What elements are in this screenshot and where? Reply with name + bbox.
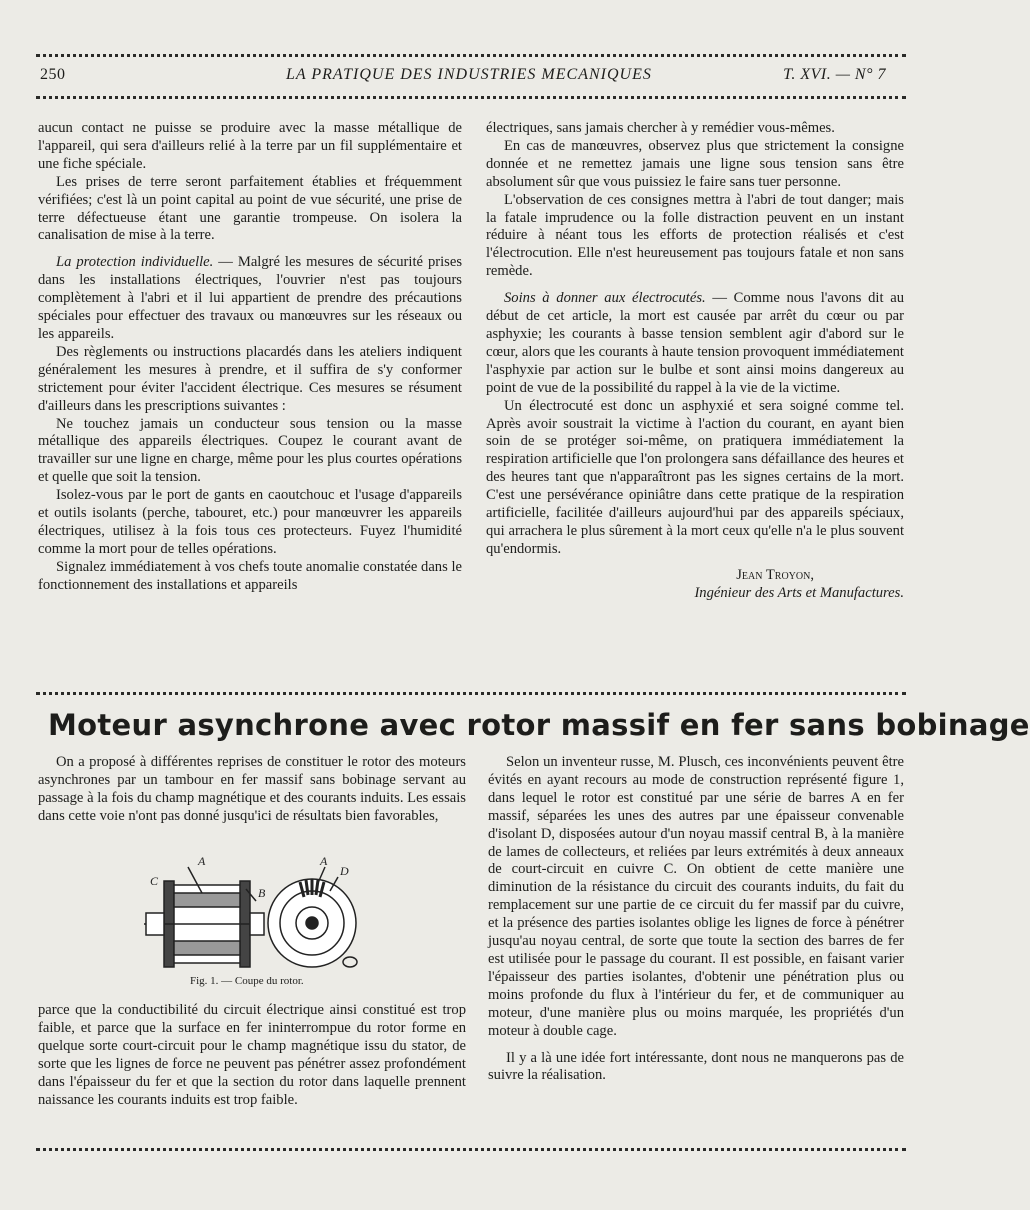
- figure-caption: Fig. 1. — Coupe du rotor.: [190, 975, 304, 987]
- paragraph: Signalez immédiatement à vos chefs toute anomalie constatée dans le fonctionnement des installations et appareils: [38, 558, 462, 593]
- figure-label-b: B: [258, 886, 266, 900]
- paragraph: En cas de manœuvres, observez plus que strictement la consigne donnée et ne remettez jamais une ligne sous tension sans être absolument sûr que vous puissiez le faire sans tuer personne.: [486, 137, 904, 190]
- author-title: Ingénieur des Arts et Manufactures.: [694, 584, 904, 601]
- section-title: Soins à donner aux électrocutés.: [504, 290, 706, 307]
- figure-label-c: C: [150, 874, 159, 888]
- article-right-column: [488, 754, 904, 1085]
- paragraph: Il y a là une idée fort intéressante, dont nous ne manquerons pas de suivre la réalisation.: [488, 1049, 904, 1084]
- running-header: [36, 62, 906, 88]
- top-right-column: [486, 120, 904, 603]
- paragraph: Isolez-vous par le port de gants en caoutchouc et l'usage d'appareils et outils isolants (perche, tabouret, etc.) pour manœuvrer les appareils électriques, utilisez à la fois tous ces protecteurs. Fuyez l'humidité comme la mort pour de telles opérations.: [38, 487, 462, 557]
- paragraph-text: — Comme nous l'avons dit au début de cet article, la mort est causée par arrêt du cœur ou par asphyxie; les courants à basse tension semblent agir d'abord sur le cœur, alors que les courants à haute tension provoquent immédiatement l'asphyxie par action sur le bulbe et sont ainsi moins dangereux au point de vue de la possibilité du rappel à la vie de la victime.: [486, 290, 904, 396]
- paragraph: Les prises de terre seront parfaitement établies et fréquemment vérifiées; c'est là un point capital au point de vue sécurité, une prise de terre défectueuse étant une garantie trompeuse. On isolera la canalisation de mise à la terre.: [38, 173, 462, 244]
- figure-label-d: D: [340, 864, 349, 878]
- paragraph-text: — Malgré les mesures de sécurité prises dans les installations électriques, l'ouvrier n'est pas toujours complètement à l'abri et il lui appartient de prendre des précautions spéciales pour effectuer des travaux ou manœuvres sur les réseaux ou les appareils.: [38, 254, 462, 342]
- paragraph: [38, 254, 462, 344]
- paragraph: On a proposé à différentes reprises de constituer le rotor des moteurs asynchrones par un tambour en fer massif sans bobinage servant au passage à la fois du champ magnétique et des courants induits. Les essais dans cette voie n'ont pas donné jusqu'ici de résultats bien favorables,: [38, 754, 466, 824]
- section-divider: [36, 692, 906, 695]
- journal-title: LA PRATIQUE DES INDUSTRIES MECANIQUES: [286, 66, 652, 83]
- article-headline: Moteur asynchrone avec rotor massif en fer sans bobinage: [48, 708, 1030, 742]
- paragraph: L'observation de ces consignes mettra à l'abri de tout danger; mais la fatale imprudence ou la folle distraction peuvent en un instant réduire à néant tous les efforts de protection réalisés et c'est l'électrocution. Elle n'est heureusement pas toujours fatale et non sans remède.: [486, 191, 904, 280]
- paragraph: [486, 290, 904, 397]
- section-title: La protection individuelle.: [56, 254, 214, 271]
- rotor-cross-section-drawing: [140, 855, 380, 990]
- paragraph: Selon un inventeur russe, M. Plusch, ces inconvénients peuvent être évités en ayant recours au mode de construction représenté figure 1, dans lequel le rotor est constitué par une série de barres A en fer massif, séparées les unes des autres par une épaisseur convenable d'isolant D, disposées autour d'un noyau massif central B, à la manière de lames de collecteurs, et reliées par leurs extrémités à deux anneaux de court-circuit en cuivre C. On obtient de cette manière une diminution de la résistance du circuit des courants induits, du fait du remplacement sur une partie de ce circuit du fer massif par du cuivre, et la présence des parties isolantes oblige les lignes de force à pénétrer jusqu'au noyau central, de sorte que toute la section des barres de fer est utilisée pour le passage du courant. Il est possible, en faisant varier l'épaisseur des parties isolantes, d'obtenir une pénétration plus ou moins profonde du flux à l'intérieur du fer, et de communiquer au moteur, d'une manière plus ou moins marquée, les propriétés d'un moteur à double cage.: [488, 754, 904, 1039]
- footer-rule: [36, 1148, 906, 1151]
- paragraph: Un électrocuté est donc un asphyxié et sera soigné comme tel. Après avoir soustrait la victime à l'action du courant, en ayant bien soin de se protéger soi-même, on pratiquera immédiatement la respiration artificielle que l'on prolongera sans défaillance des heures et des heures tant que n'apparaîtront pas les signes certains de la mort. C'est une persévérance opiniâtre dans cette pratique de la respiration artificielle, facilitée d'ailleurs aujourd'hui par des appareils spéciaux, qui arrachera le plus sûrement à la mort ceux qu'elle n'a le plus souvent qu'endormis.: [486, 397, 904, 557]
- paragraph: aucun contact ne puisse se produire avec la masse métallique de l'appareil, qui sera d'ailleurs relié à la terre par un fil supplémentaire et une fiche spéciale.: [38, 120, 462, 172]
- article-left-column-bottom: [38, 1002, 466, 1109]
- article-left-column-top: [38, 754, 466, 826]
- paragraph: parce que la conductibilité du circuit électrique ainsi constitué est trop faible, et parce que la surface en fer ininterrompue du rotor forme en quelque sorte court-circuit pour le champ magnétique issu du stator, de sorte que les lignes de force ne peuvent pas pénétrer assez profondément dans l'épaisseur du fer et que la section du rotor dans laquelle prennent naissance les courants induits est trop faible.: [38, 1002, 466, 1108]
- rotor-figure: [140, 855, 380, 990]
- figure-label-a: A: [198, 854, 206, 868]
- top-left-column: [38, 120, 462, 595]
- page-number: 250: [40, 66, 66, 83]
- figure-label-a-end: A: [320, 854, 328, 868]
- paragraph: électriques, sans jamais chercher à y remédier vous-mêmes.: [486, 120, 835, 136]
- paragraph: Des règlements ou instructions placardés dans les ateliers indiquent généralement les mesures à prendre, et il suffira de s'y conformer strictement pour éviter l'accident électrique. Ces mesures se résument d'ailleurs dans les prescriptions suivantes :: [38, 343, 462, 414]
- header-top-rule: [36, 54, 906, 57]
- volume-number: T. XVI. — N° 7: [783, 66, 886, 83]
- header-bottom-rule: [36, 96, 906, 99]
- author-name: Jean Troyon,: [736, 566, 814, 583]
- paragraph: Ne touchez jamais un conducteur sous tension ou la masse métallique des appareils électriques. Coupez le courant avant de travailler sur une ligne en charge, même pour les plus courtes opérations et quelle que soit la tension.: [38, 415, 462, 486]
